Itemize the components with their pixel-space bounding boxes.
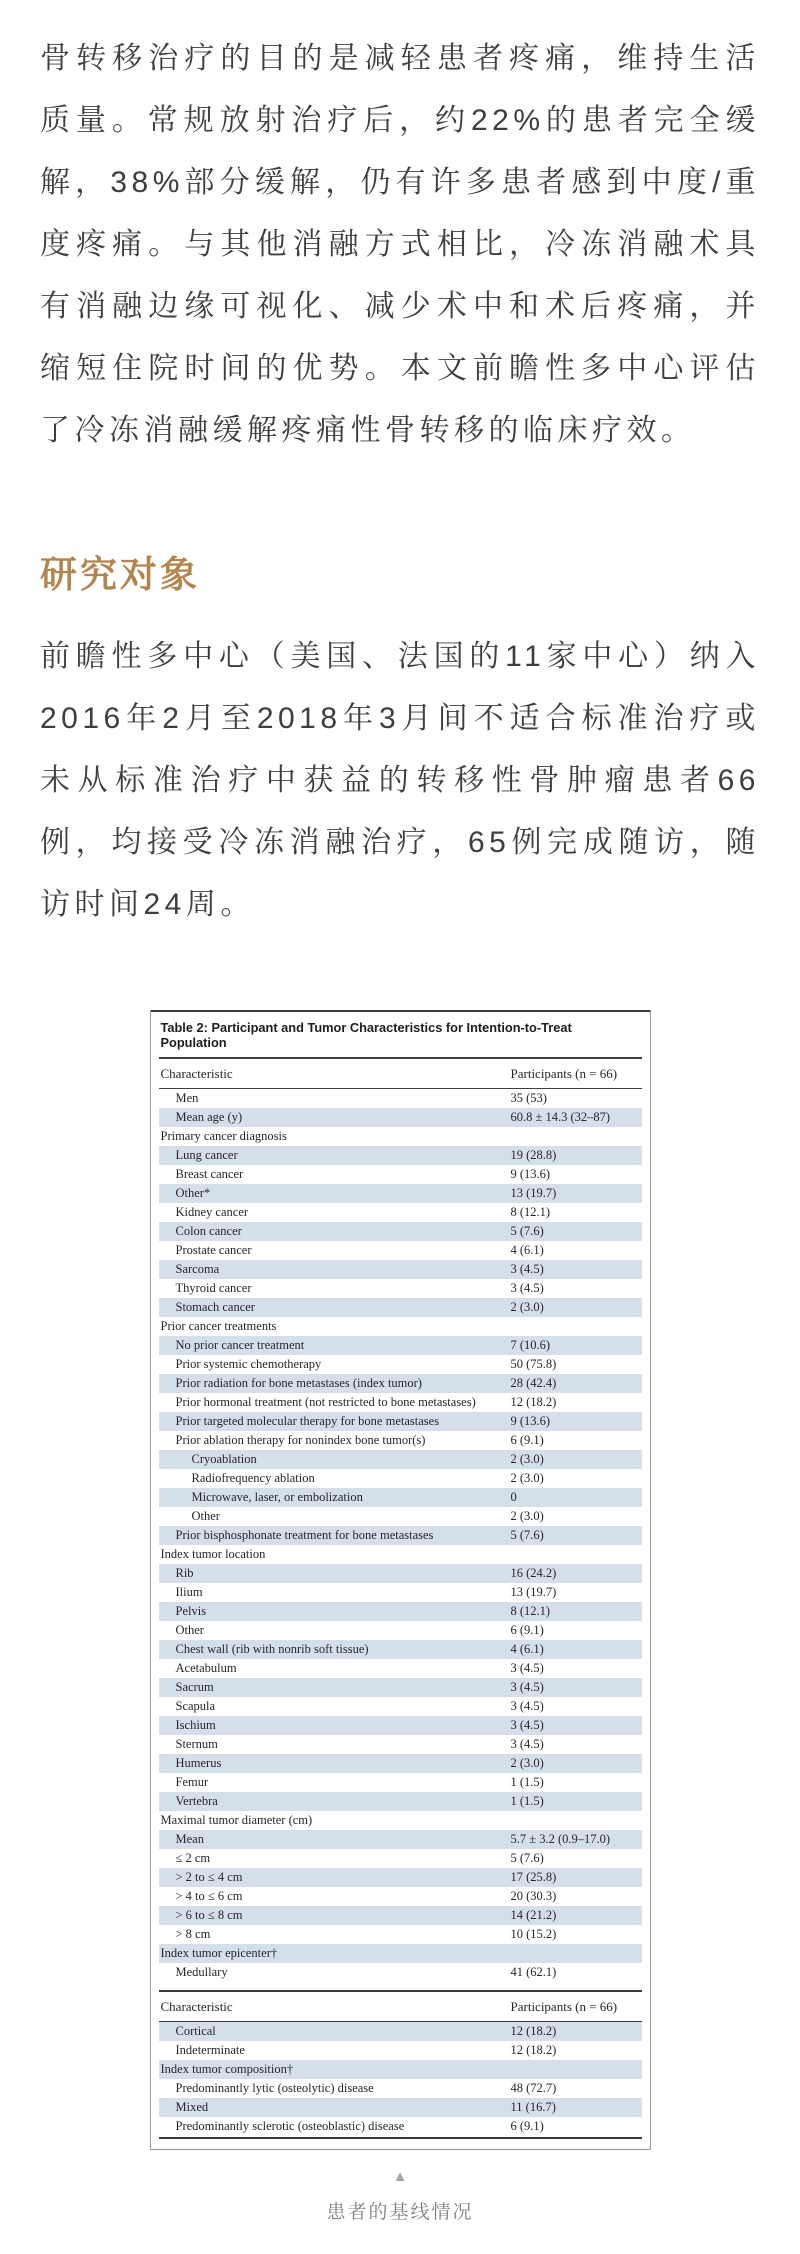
table-row [159, 2079, 642, 2098]
table-bottom-rule [159, 2137, 642, 2139]
row-value: 9 (13.6) [510, 1167, 551, 1181]
row-label: Primary cancer diagnosis [160, 1129, 287, 1143]
table-section-row [159, 1317, 642, 1336]
row-value: 3 (4.5) [510, 1718, 544, 1732]
row-value: 5.7 ± 3.2 (0.9–17.0) [510, 1832, 611, 1846]
table-row [159, 1412, 642, 1431]
collapse-up-triangle-icon[interactable]: ▲ [392, 2168, 408, 2185]
row-label: Prior cancer treatments [160, 1319, 277, 1333]
row-label: Lung cancer [175, 1148, 238, 1162]
row-value: 50 (75.8) [510, 1357, 557, 1371]
row-value: 60.8 ± 14.3 (32–87) [510, 1110, 611, 1124]
table-row [159, 1241, 642, 1260]
table-section-row [159, 1545, 642, 1564]
row-value: 9 (13.6) [510, 1414, 551, 1428]
row-label: Index tumor epicenter† [160, 1946, 278, 1960]
row-value: 0 [510, 1490, 517, 1504]
row-label: Predominantly lytic (osteolytic) disease [175, 2081, 374, 2095]
row-value: 2 (3.0) [510, 1471, 544, 1485]
table-row [159, 1735, 642, 1754]
row-label: Colon cancer [175, 1224, 242, 1238]
row-label: Medullary [175, 1965, 228, 1979]
table-row [159, 1716, 642, 1735]
row-value: 16 (24.2) [510, 1566, 557, 1580]
row-value: 5 (7.6) [510, 1528, 544, 1542]
row-value: 6 (9.1) [510, 2119, 544, 2133]
table-row [159, 1526, 642, 1545]
row-value: 1 (1.5) [510, 1794, 544, 1808]
table-row [159, 1488, 642, 1507]
table-body-part2 [159, 2022, 642, 2136]
row-value: 11 (16.7) [510, 2100, 556, 2114]
row-label: Prior hormonal treatment (not restricted to bone metastases) [175, 1395, 476, 1409]
row-label: Ilium [175, 1585, 203, 1599]
row-label: Indeterminate [175, 2043, 245, 2057]
row-label: No prior cancer treatment [175, 1338, 305, 1352]
row-value: 13 (19.7) [510, 1585, 557, 1599]
row-value: 6 (9.1) [510, 1433, 544, 1447]
table-header-row-repeated [159, 1990, 642, 2022]
table2-title: Table 2: Participant and Tumor Characteristics for Intention-to-Treat Population [159, 1012, 642, 1059]
intro-paragraph: 骨转移治疗的目的是减轻患者疼痛，维持生活质量。常规放射治疗后，约22%的患者完全缓解，38%部分缓解，仍有许多患者感到中度/重度疼痛。与其他消融方式相比，冷冻消融术具有消融边缘可视化、减少术中和术后疼痛，并缩短住院时间的优势。本文前瞻性多中心评估了冷冻消融缓解疼痛性骨转移的临床疗效。 [40, 42, 760, 447]
row-label: Prior systemic chemotherapy [175, 1357, 322, 1371]
table-row [159, 1868, 642, 1887]
row-value: 10 (15.2) [510, 1927, 557, 1941]
table-row [159, 1450, 642, 1469]
row-value: 3 (4.5) [510, 1699, 544, 1713]
row-label: Thyroid cancer [175, 1281, 252, 1295]
table-row [159, 2041, 642, 2060]
row-label: > 8 cm [175, 1927, 211, 1941]
row-value: 12 (18.2) [510, 2043, 557, 2057]
table-row [159, 2098, 642, 2117]
row-label: Ischium [175, 1718, 216, 1732]
row-label: Sacrum [175, 1680, 214, 1694]
row-value: 48 (72.7) [510, 2081, 557, 2095]
row-label: Acetabulum [175, 1661, 237, 1675]
table-row [159, 1564, 642, 1583]
row-label: Vertebra [175, 1794, 218, 1808]
row-label: Chest wall (rib with nonrib soft tissue) [175, 1642, 369, 1656]
table-row [159, 1754, 642, 1773]
row-value: 3 (4.5) [510, 1661, 544, 1675]
table-row [159, 1925, 642, 1944]
row-label: Prior radiation for bone metastases (index tumor) [175, 1376, 422, 1390]
section-heading-study-subjects: 研究对象 [40, 555, 200, 596]
table-header-row [159, 1059, 642, 1089]
row-value: 2 (3.0) [510, 1300, 544, 1314]
row-label: Index tumor composition† [160, 2062, 294, 2076]
row-label: Humerus [175, 1756, 222, 1770]
header-participants: Participants (n = 66) [510, 1999, 618, 2014]
table-section-row [159, 2060, 642, 2079]
row-label: Prostate cancer [175, 1243, 252, 1257]
row-label: Maximal tumor diameter (cm) [160, 1813, 313, 1827]
figure-caption: 患者的基线情况 [326, 2202, 474, 2223]
row-label: Microwave, laser, or embolization [191, 1490, 363, 1504]
row-value: 7 (10.6) [510, 1338, 551, 1352]
header-characteristic: Characteristic [160, 1066, 233, 1081]
table-row [159, 1963, 642, 1982]
header-participants: Participants (n = 66) [510, 1066, 618, 1081]
row-label: Sternum [175, 1737, 218, 1751]
table-row [159, 1108, 642, 1127]
row-value: 20 (30.3) [510, 1889, 557, 1903]
row-value: 3 (4.5) [510, 1281, 544, 1295]
row-label: Sarcoma [175, 1262, 220, 1276]
row-label: Radiofrequency ablation [191, 1471, 315, 1485]
row-label: Pelvis [175, 1604, 207, 1618]
row-value: 1 (1.5) [510, 1775, 544, 1789]
table-row [159, 1583, 642, 1602]
row-label: ≤ 2 cm [175, 1851, 211, 1865]
table2-card [150, 1010, 651, 2150]
table-body-part1 [159, 1089, 642, 1982]
row-label: Other* [175, 1186, 211, 1200]
table-row [159, 1659, 642, 1678]
row-label: > 4 to ≤ 6 cm [175, 1889, 243, 1903]
table-row [159, 1089, 642, 1108]
row-value: 8 (12.1) [510, 1604, 551, 1618]
row-value: 2 (3.0) [510, 1509, 544, 1523]
row-label: Breast cancer [175, 1167, 244, 1181]
table-row [159, 1602, 642, 1621]
study-subjects-paragraph: 前瞻性多中心（美国、法国的11家中心）纳入2016年2月至2018年3月间不适合标准治疗或未从标准治疗中获益的转移性骨肿瘤患者66例，均接受冷冻消融治疗，65例完成随访，随访时间24周。 [40, 640, 760, 921]
row-value: 8 (12.1) [510, 1205, 551, 1219]
row-label: Predominantly sclerotic (osteoblastic) disease [175, 2119, 405, 2133]
table-row [159, 1830, 642, 1849]
table-row [159, 1298, 642, 1317]
row-label: Other [175, 1623, 204, 1637]
table-row [159, 1431, 642, 1450]
table-section-row [159, 1127, 642, 1146]
row-value: 4 (6.1) [510, 1642, 544, 1656]
row-value: 3 (4.5) [510, 1262, 544, 1276]
row-label: Men [175, 1091, 199, 1105]
row-label: Mean age (y) [175, 1110, 243, 1124]
table-section-row [159, 1944, 642, 1963]
row-label: Stomach cancer [175, 1300, 255, 1314]
table-row [159, 1469, 642, 1488]
table-row [159, 1697, 642, 1716]
table-row [159, 1184, 642, 1203]
table-row [159, 1792, 642, 1811]
row-label: Kidney cancer [175, 1205, 249, 1219]
row-label: > 6 to ≤ 8 cm [175, 1908, 243, 1922]
row-label: Prior ablation therapy for nonindex bone tumor(s) [175, 1433, 426, 1447]
table-row [159, 1887, 642, 1906]
row-value: 4 (6.1) [510, 1243, 544, 1257]
table-row [159, 2022, 642, 2041]
row-label: Femur [175, 1775, 209, 1789]
row-value: 5 (7.6) [510, 1224, 544, 1238]
table-row [159, 1640, 642, 1659]
table-row [159, 1260, 642, 1279]
row-value: 3 (4.5) [510, 1737, 544, 1751]
row-label: Scapula [175, 1699, 216, 1713]
table-row [159, 1621, 642, 1640]
table-row [159, 1146, 642, 1165]
row-label: Mean [175, 1832, 204, 1846]
row-value: 14 (21.2) [510, 1908, 557, 1922]
row-label: > 2 to ≤ 4 cm [175, 1870, 243, 1884]
row-value: 41 (62.1) [510, 1965, 557, 1979]
table-row [159, 1336, 642, 1355]
row-label: Rib [175, 1566, 194, 1580]
row-value: 12 (18.2) [510, 2024, 557, 2038]
table-row [159, 1279, 642, 1298]
table-row [159, 1355, 642, 1374]
table-row [159, 1678, 642, 1697]
row-value: 3 (4.5) [510, 1680, 544, 1694]
table-row [159, 1849, 642, 1868]
table-row [159, 1507, 642, 1526]
row-label: Other [191, 1509, 220, 1523]
row-value: 35 (53) [510, 1091, 547, 1105]
table-row [159, 1393, 642, 1412]
table-row [159, 1165, 642, 1184]
row-value: 28 (42.4) [510, 1376, 557, 1390]
row-value: 12 (18.2) [510, 1395, 557, 1409]
row-value: 6 (9.1) [510, 1623, 544, 1637]
row-label: Prior targeted molecular therapy for bone metastases [175, 1414, 440, 1428]
row-value: 2 (3.0) [510, 1452, 544, 1466]
table2-figure [150, 1010, 651, 2150]
table-row [159, 1222, 642, 1241]
row-value: 13 (19.7) [510, 1186, 557, 1200]
table-row [159, 1203, 642, 1222]
row-label: Index tumor location [160, 1547, 266, 1561]
table-row [159, 1773, 642, 1792]
header-characteristic: Characteristic [160, 1999, 233, 2014]
row-value: 5 (7.6) [510, 1851, 544, 1865]
table-row [159, 1906, 642, 1925]
table-row [159, 2117, 642, 2136]
row-label: Mixed [175, 2100, 209, 2114]
row-label: Prior bisphosphonate treatment for bone metastases [175, 1528, 434, 1542]
table-section-row [159, 1811, 642, 1830]
row-value: 19 (28.8) [510, 1148, 557, 1162]
row-label: Cryoablation [191, 1452, 257, 1466]
row-value: 17 (25.8) [510, 1870, 557, 1884]
table-row [159, 1374, 642, 1393]
row-value: 2 (3.0) [510, 1756, 544, 1770]
row-label: Cortical [175, 2024, 216, 2038]
